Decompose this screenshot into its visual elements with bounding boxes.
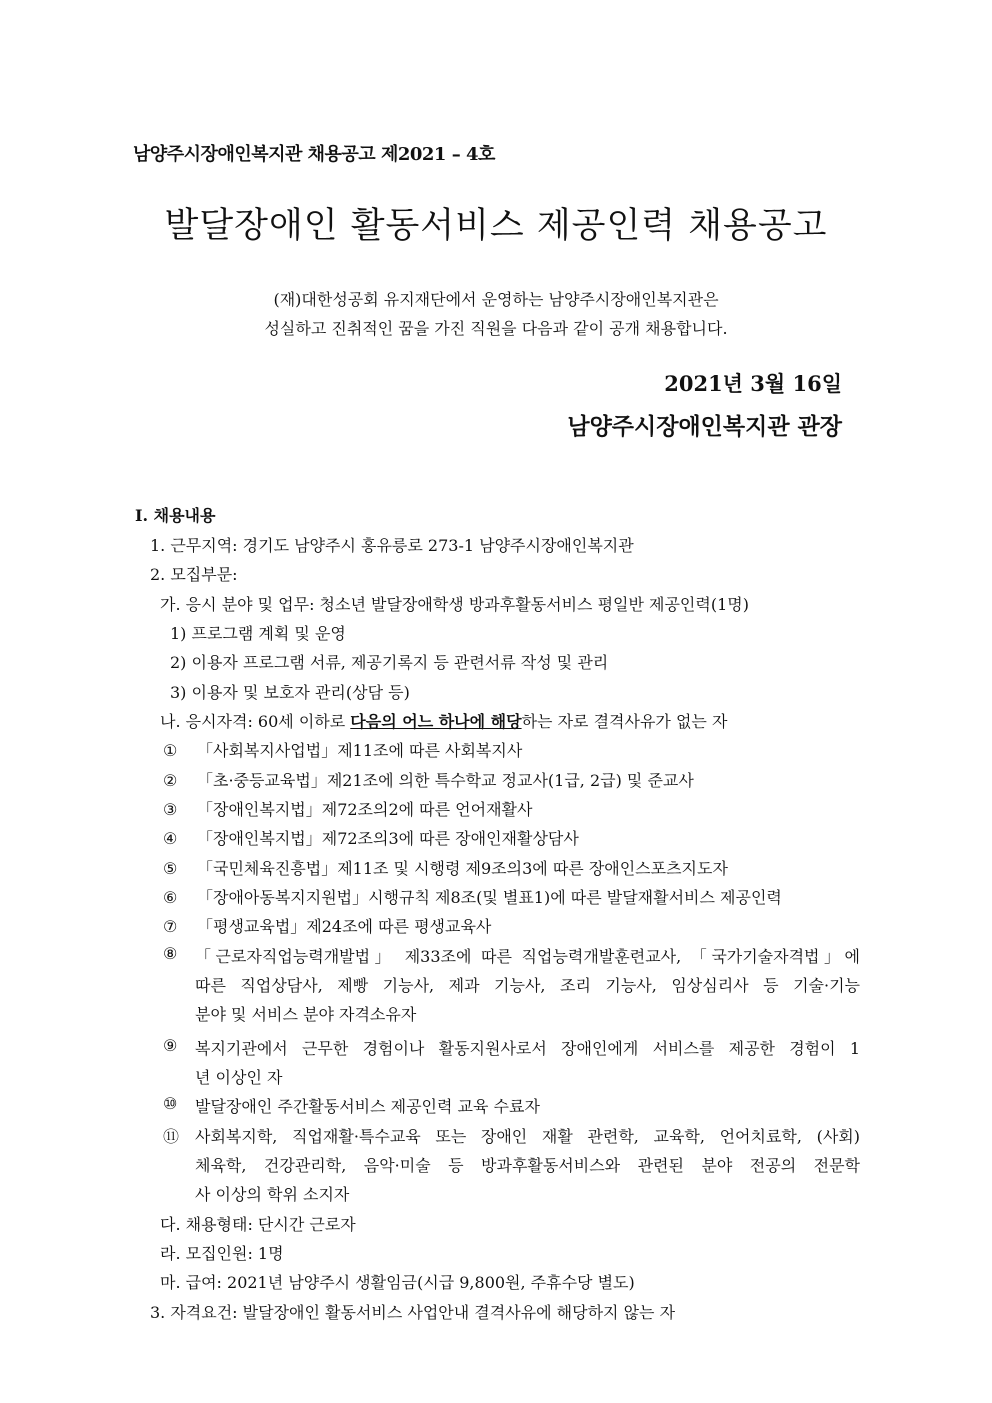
qualification-item (163, 856, 728, 879)
qualification-item (163, 826, 579, 849)
number-of-openings: 라. 모집인원: 1명 (160, 1244, 284, 1263)
recruitment-field-heading: 2. 모집부문: (150, 565, 238, 584)
qualification-text-line: 따른 직업상담사, 제빵 기능사, 제과 기능사, 조리 기능사, 임상심리사 등 기술·기능 (195, 976, 860, 995)
duty-item: 1) 프로그램 계획 및 운영 (170, 624, 346, 643)
qualification-text-line: 발달장애인 주간활동서비스 제공인력 교육 수료자 (195, 1097, 540, 1116)
qualification-item (163, 914, 491, 937)
requirements: 3. 자격요건: 발달장애인 활동서비스 사업안내 결격사유에 해당하지 않는 자 (150, 1303, 676, 1322)
eligibility-prefix: 나. 응시자격: 60세 이하로 (160, 712, 351, 731)
qualification-text-line: 복지기관에서 근무한 경험이나 활동지원사로서 장애인에게 서비스를 제공한 경험이 1 (195, 1039, 860, 1058)
qualification-text-line: 년 이상인 자 (195, 1068, 283, 1087)
qualification-item (163, 768, 694, 791)
qualification-number: ⑪ (163, 1127, 180, 1146)
qualification-number: ⑨ (163, 1036, 178, 1055)
qualification-text-line: 사 이상의 학위 소지자 (195, 1185, 350, 1204)
intro-line: 성실하고 진취적인 꿈을 가진 직원을 다음과 같이 공개 채용합니다. (264, 319, 728, 338)
qualification-text: 「장애아동복지지원법」시행규칙 제8조(및 별표1)에 따른 발달재활서비스 제공인력 (197, 888, 782, 907)
qualification-text-line: 「근로자직업능력개발법」 제33조에 따른 직업능력개발훈련교사, 「국가기술자격법」에 (195, 947, 860, 966)
qualification-number: ② (163, 771, 178, 790)
duty-item: 3) 이용자 및 보호자 관리(상담 등) (170, 683, 410, 702)
salary: 마. 급여: 2021년 남양주시 생활임금(시급 9,800원, 주휴수당 별도) (160, 1273, 635, 1292)
employment-type: 다. 채용형태: 단시간 근로자 (160, 1215, 356, 1234)
qualification-number: ⑩ (163, 1094, 178, 1113)
qualification-number: ① (163, 741, 178, 760)
qualification-text-line: 분야 및 서비스 분야 자격소유자 (195, 1005, 417, 1024)
work-location: 1. 근무지역: 경기도 남양주시 홍유릉로 273-1 남양주시장애인복지관 (150, 536, 634, 555)
page-title: 발달장애인 활동서비스 제공인력 채용공고 (164, 206, 828, 246)
qualification-number: ⑤ (163, 859, 178, 878)
qualification-text: 「국민체육진흥법」제11조 및 시행령 제9조의3에 따른 장애인스포츠지도자 (197, 859, 728, 878)
eligibility-line (160, 709, 727, 732)
qualification-text: 「장애인복지법」제72조의2에 따른 언어재활사 (197, 800, 533, 819)
intro-line: (재)대한성공회 유지재단에서 운영하는 남양주시장애인복지관은 (273, 290, 719, 309)
qualification-item (163, 797, 532, 820)
qualification-item (163, 885, 782, 908)
notice-date: 2021년 3월 16일 (664, 371, 842, 396)
qualification-item (163, 738, 522, 761)
notice-number: 남양주시장애인복지관 채용공고 제2021 – 4호 (133, 144, 495, 165)
qualification-number: ⑦ (163, 917, 178, 936)
signatory: 남양주시장애인복지관 관장 (567, 413, 842, 440)
section-heading: Ⅰ. 채용내용 (135, 506, 216, 525)
qualification-number: ⑥ (163, 888, 178, 907)
qualification-text-line: 사회복지학, 직업재활·특수교육 또는 장애인 재활 관련학, 교육학, 언어치료학, (사회) (195, 1127, 860, 1146)
qualification-text: 「초·중등교육법」제21조에 의한 특수학교 정교사(1급, 2급) 및 준교사 (197, 771, 694, 790)
eligibility-emphasis: 다음의 어느 하나에 해당 (350, 712, 522, 731)
duty-item: 2) 이용자 프로그램 서류, 제공기록지 등 관련서류 작성 및 관리 (170, 653, 609, 672)
eligibility-suffix: 하는 자로 결격사유가 없는 자 (521, 712, 728, 731)
qualification-text: 「사회복지사업법」제11조에 따른 사회복지사 (197, 741, 523, 760)
intro-text (0, 285, 992, 343)
qualification-number: ④ (163, 829, 178, 848)
qualification-number: ③ (163, 800, 178, 819)
qualification-text: 「장애인복지법」제72조의3에 따른 장애인재활상담사 (197, 829, 579, 848)
qualification-text-line: 체육학, 건강관리학, 음악·미술 등 방과후활동서비스와 관련된 분야 전공의 전문학 (195, 1156, 860, 1175)
qualification-text: 「평생교육법」제24조에 따른 평생교육사 (197, 917, 492, 936)
position-and-duties: 가. 응시 분야 및 업무: 청소년 발달장애학생 방과후활동서비스 평일반 제공인력(1명) (160, 595, 749, 614)
qualification-number: ⑧ (163, 944, 178, 963)
